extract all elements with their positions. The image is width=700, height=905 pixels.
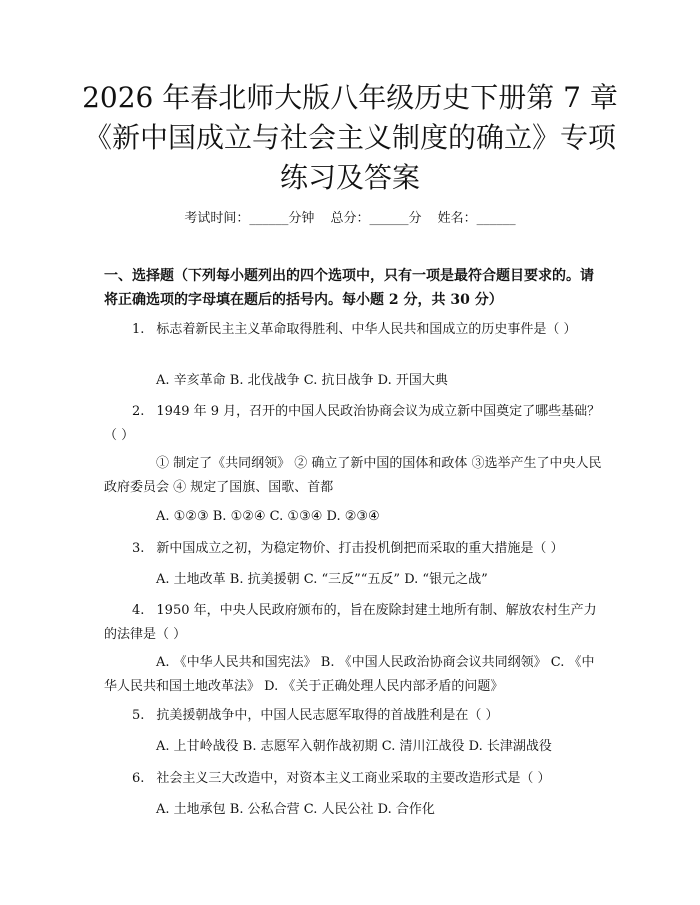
question-1-options: A. 辛亥革命 B. 北伐战争 C. 抗日战争 D. 开国大典 bbox=[156, 373, 448, 388]
question-number: 2. bbox=[132, 404, 145, 419]
question-number: 6. bbox=[132, 771, 145, 786]
section-heading: 一、选择题（下列每小题列出的四个选项中，只有一项是最符合题目要求的。请将正确选项的字母填在题后的括号内。每小题 2 分，共 30 分） bbox=[104, 268, 594, 308]
question-4 bbox=[104, 599, 602, 647]
question-number: 1. bbox=[132, 322, 145, 337]
question-3 bbox=[104, 537, 602, 561]
question-2 bbox=[104, 400, 602, 448]
question-text: 1950 年，中央人民政府颁布的，旨在废除封建土地所有制、解放农村生产力的法律是（ ） bbox=[104, 603, 597, 642]
question-number: 4. bbox=[132, 603, 145, 618]
question-5 bbox=[104, 704, 602, 728]
question-text: 抗美援朝战争中，中国人民志愿军取得的首战胜利是在（ ） bbox=[156, 708, 499, 723]
question-text: 1949 年 9 月，召开的中国人民政治协商会议为成立新中国奠定了哪些基础？（ ） bbox=[104, 404, 601, 443]
question-2-statements: ① 制定了《共同纲领》 ② 确立了新中国的国体和政体 ③选举产生了中央人民政府委员会 ④ 规定了国旗、国歌、首都 bbox=[104, 456, 602, 495]
question-5-options: A. 上甘岭战役 B. 志愿军入朝作战初期 C. 清川江战役 D. 长津湖战役 bbox=[156, 739, 552, 754]
exam-time: 考试时间：______分钟 bbox=[184, 211, 315, 226]
question-6 bbox=[104, 767, 602, 791]
question-text: 社会主义三大改造中，对资本主义工商业采取的主要改造形式是（ ） bbox=[156, 771, 551, 786]
question-number: 3. bbox=[132, 541, 145, 556]
exam-name: 姓名：______ bbox=[437, 211, 516, 226]
question-6-options: A. 土地承包 B. 公私合营 C. 人民公社 D. 合作化 bbox=[156, 802, 435, 817]
question-4-options: A. 《中华人民共和国宪法》 B. 《中国人民政治协商会议共同纲领》 C. 《中华人民共和国土地改革法》 D. 《关于正确处理人民内部矛盾的问题》 bbox=[104, 655, 595, 694]
document-title bbox=[80, 78, 620, 198]
title-line-1: 2026 年春北师大版八年级历史下册第 7 章 bbox=[82, 81, 618, 114]
question-text: 标志着新民主主义革命取得胜利、中华人民共和国成立的历史事件是（ ） bbox=[156, 322, 577, 337]
question-1 bbox=[104, 318, 602, 342]
question-2-options: A. ①②③ B. ①②④ C. ①③④ D. ②③④ bbox=[156, 509, 380, 524]
question-number: 5. bbox=[132, 708, 145, 723]
question-text: 新中国成立之初，为稳定物价、打击投机倒把而采取的重大措施是（ ） bbox=[156, 541, 564, 556]
exam-score: 总分：______分 bbox=[330, 211, 422, 226]
exam-meta bbox=[0, 207, 700, 226]
title-line-2: 《新中国成立与社会主义制度的确立》专项 bbox=[83, 121, 616, 154]
question-3-options: A. 土地改革 B. 抗美援朝 C. “三反”“五反” D. “银元之战” bbox=[156, 572, 488, 587]
title-line-3: 练习及答案 bbox=[279, 161, 420, 194]
